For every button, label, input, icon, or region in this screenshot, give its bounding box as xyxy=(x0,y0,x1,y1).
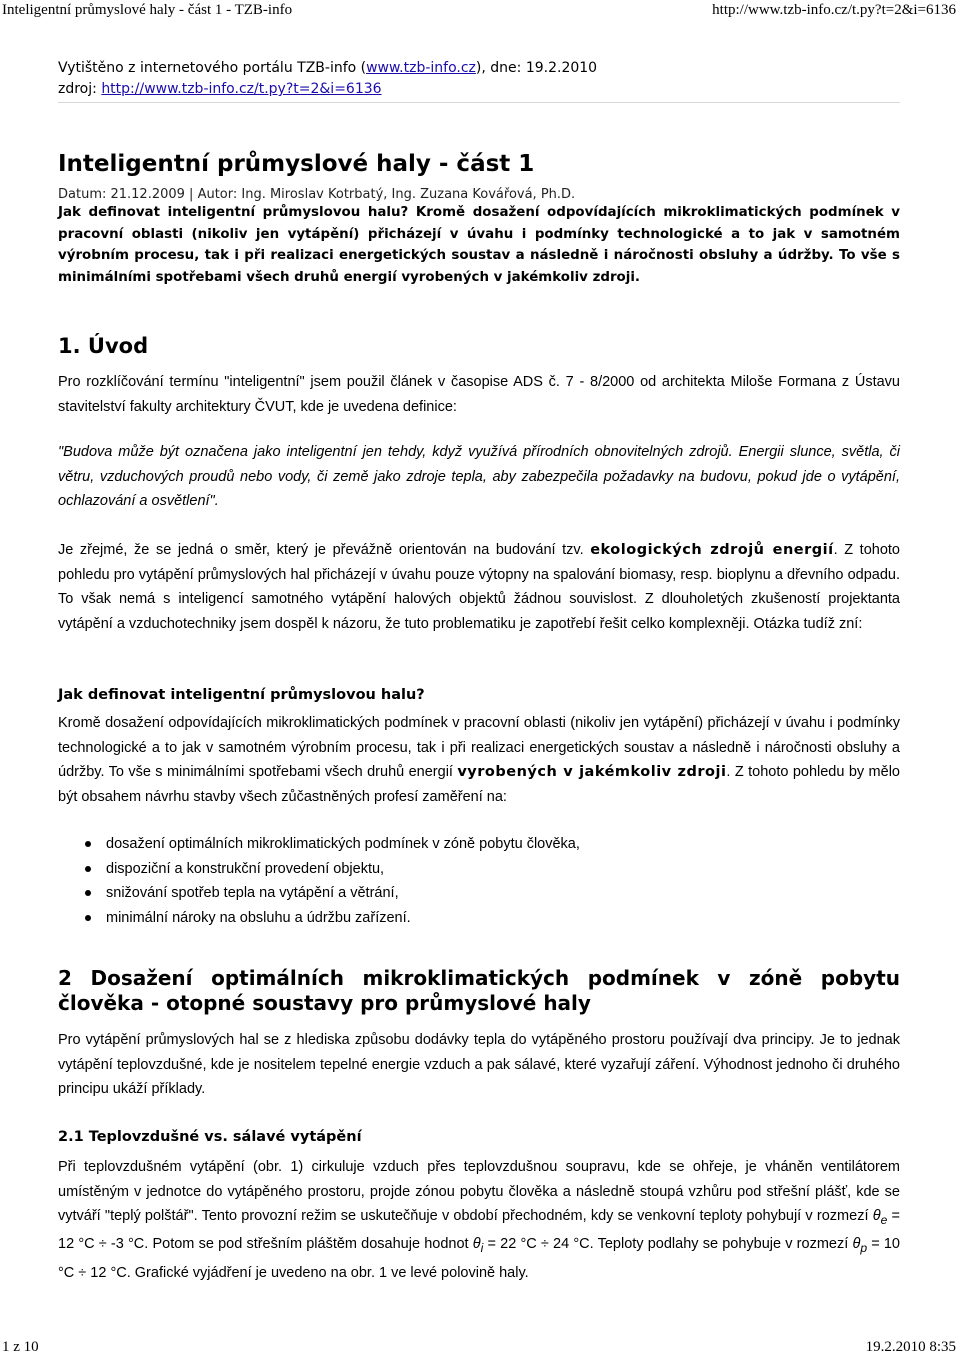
portal-link[interactable]: www.tzb-info.cz xyxy=(366,60,476,76)
subsection-heading: 2.1 Teplovzdušné vs. sálavé vytápění xyxy=(58,1129,362,1145)
list-item: dispoziční a konstrukční provedení objektu, xyxy=(106,857,900,882)
source-link[interactable]: http://www.tzb-info.cz/t.py?t=2&i=6136 xyxy=(101,81,382,97)
p4-text-b: . Z tohoto pohledu by mělo být obsahem návrhu stavby všech zůčastněných profesí zaměření na: xyxy=(58,764,900,805)
print-info xyxy=(58,58,597,100)
list-item: minimální nároky na obsluhu a údržbu zařízení. xyxy=(106,906,900,931)
p6-text-2: = 12 °C ÷ -3 °C. Potom se pod střešním pláštěm dosahuje hodnot xyxy=(58,1208,900,1253)
paragraph-ecological xyxy=(58,538,900,636)
theta-subscript-p: p xyxy=(860,1241,868,1256)
theta-symbol-p: θ xyxy=(852,1236,861,1253)
source-line xyxy=(58,79,597,100)
p3-text-b: . Z tohoto pohledu pro vytápění průmyslových hal přicházejí v úvahu pouze výtopny na spalování biomasy, resp. bioplynu a dřevního odpadu. To však nemá s inteligencí samotného vytápění halových objektů žádnou souvislost. Z dlouholetých zkušeností projektanta vytápění a vzduchotechniky jsem dospěl k názoru, že tuto problematiku je zapotřebí řešit celko komplexněji. Otázka tudíž zní: xyxy=(58,542,900,632)
p6-text-4: = 10 °C ÷ 12 °C. Grafické vyjádření je uvedeno na obr. 1 ve levé polovině haly. xyxy=(58,1236,900,1281)
divider xyxy=(58,102,900,103)
print-info-prefix: Vytištěno z internetového portálu TZB-info ( xyxy=(58,60,367,76)
requirements-list xyxy=(58,832,900,930)
theta-symbol-e: θ xyxy=(872,1208,881,1224)
theta-subscript-e: e xyxy=(880,1212,888,1227)
source-label: zdroj: xyxy=(58,81,102,97)
list-item: snižování spotřeb tepla na vytápění a větrání, xyxy=(106,881,900,906)
article-title: Inteligentní průmyslové haly - část 1 xyxy=(58,151,535,177)
theta-symbol-i: θ xyxy=(472,1236,481,1253)
print-info-line xyxy=(58,58,597,79)
section-heading-intro: 1. Úvod xyxy=(58,334,149,358)
header-page-url: http://www.tzb-info.cz/t.py?t=2&i=6136 xyxy=(712,2,956,18)
header-page-title: Inteligentní průmyslové haly - část 1 - TZB-info xyxy=(2,2,293,18)
section2-paragraph: Pro vytápění průmyslových hal se z hlediska způsobu dodávky tepla do vytápěného prostoru používají dva principy. Je to jednak vytápění teplovzdušné, kde je nositelem tepelné energie vzduch a pak sálavé, které vyzařují záření. Výhodnost jednoho či druhého principu ukáží příklady. xyxy=(58,1032,900,1097)
question-heading: Jak definovat inteligentní průmyslovou halu? xyxy=(58,687,425,703)
article-perex: Jak definovat inteligentní průmyslovou halu? Kromě dosažení odpovídajících mikroklimatických podmínek v pracovní oblasti (nikoliv jen vytápění) přicházejí v úvahu i podmínky technologické a to jak v samotném výrobním procesu, tak i při realizaci energetických soustav a následně i náročnosti obsluhy a údržby. To vše s minimálními spotřebami všech druhů energií vyrobených v jakémkoliv zdroji. xyxy=(58,205,900,285)
p4-text-a: Kromě dosažení odpovídajících mikroklimatických podmínek v pracovní oblasti (nikoliv jen vytápění) přicházejí v úvahu i podmínky technologické a to jak v samotném výrobním procesu, tak i při realizaci energetických soustav a následně i náročnosti obsluhy a údržby. To vše s minimálními spotřebami všech druhů energií xyxy=(58,715,900,780)
paragraph-definition xyxy=(58,711,900,809)
footer-page-count: 1 z 10 xyxy=(2,1339,39,1355)
definition-quote: "Budova může být označena jako inteligentní jen tehdy, když využívá přírodních obnovitelných zdrojů. Energii slunce, světla, či větru, vzduchových proudů nebo vody, či země jako zdroje tepla, aby zabezpečila požadavky na budovu, pokud jde o vytápění, ochlazování a osvětlení". xyxy=(58,444,900,509)
print-info-date: ), dne: 19.2.2010 xyxy=(475,60,598,76)
theta-subscript-i: i xyxy=(480,1241,484,1256)
paragraph-warm-air xyxy=(58,1155,900,1285)
list-item: dosažení optimálních mikroklimatických podmínek v zóně pobytu člověka, xyxy=(106,832,900,857)
p6-text-1: Při teplovzdušném vytápění (obr. 1) cirkuluje vzduch přes teplovzdušnou soupravu, kde se ohřeje, je vháněn ventilátorem umístěným v jednotce do vytápěného prostoru, projde zónou pobytu člověka a následně stoupá vzhůru pod střešní plášť, kde se vytváří "teplý polštář". Tento provozní režim se uskutečňuje v období přechodném, kdy se venkovní teploty pohybují v rozmezí xyxy=(58,1159,900,1224)
p4-emphasis: vyrobených v jakémkoliv zdroji xyxy=(457,764,727,780)
article-meta: Datum: 21.12.2009 | Autor: Ing. Miroslav Kotrbatý, Ing. Zuzana Kovářová, Ph.D. xyxy=(58,187,576,202)
p6-text-3: = 22 °C ÷ 24 °C. Teploty podlahy se pohybuje v rozmezí xyxy=(483,1236,853,1253)
footer-timestamp: 19.2.2010 8:35 xyxy=(865,1339,956,1355)
section-heading-2: 2 Dosažení optimálních mikroklimatických podmínek v zóně pobytu člověka - otopné soustavy pro průmyslové haly xyxy=(58,966,900,1015)
intro-paragraph: Pro rozklíčování termínu "inteligentní" jsem použil článek v časopise ADS č. 7 - 8/2000 od architekta Miloše Formana z Ústavu stavitelství fakulty architektury ČVUT, kde je uvedena definice: xyxy=(58,374,900,415)
p3-text-a: Je zřejmé, že se jedná o směr, který je převážně orientován na budování tzv. xyxy=(58,542,591,558)
p3-emphasis: ekologických zdrojů energií xyxy=(590,542,834,558)
